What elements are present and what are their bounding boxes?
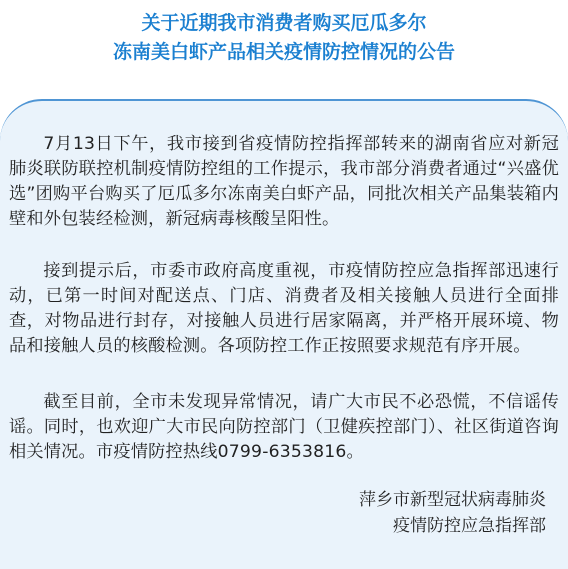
notice-paragraph-1: 7月13日下午，我市接到省疫情防控指挥部转来的湖南省应对新冠肺炎联防联控机制疫情防控组的工作提示，我市部分消费者通过“兴盛优选”团购平台购买了厄瓜多尔冻南美白虾产品，同批次相关产品集装箱内壁和外包装经检测，新冠病毒核酸呈阳性。	[9, 134, 559, 229]
notice-title-line-2: 冻南美白虾产品相关疫情防控情况的公告	[112, 41, 455, 63]
signature-line-1: 萍乡市新型冠状病毒肺炎	[359, 490, 546, 510]
notice-paragraph-3: 截至目前，全市未发现异常情况，请广大市民不必恐慌，不信谣传谣。同时，也欢迎广大市民向防控部门（卫健疾控部门）、社区街道咨询相关情况。市疫情防控热线0799-6353816。	[9, 392, 559, 462]
signature-line-2: 疫情防控应急指挥部	[393, 516, 546, 536]
notice-paragraph-2: 接到提示后，市委市政府高度重视，市疫情防控应急指挥部迅速行动，已第一时间对配送点、门店、消费者及相关接触人员进行全面排查，对物品进行封存，对接触人员进行居家隔离，并严格开展环境、物品和接触人员的核酸检测。各项防控工作正按照要求规范有序开展。	[9, 261, 559, 356]
notice-title-line-1: 关于近期我市消费者购买厄瓜多尔	[141, 12, 427, 34]
